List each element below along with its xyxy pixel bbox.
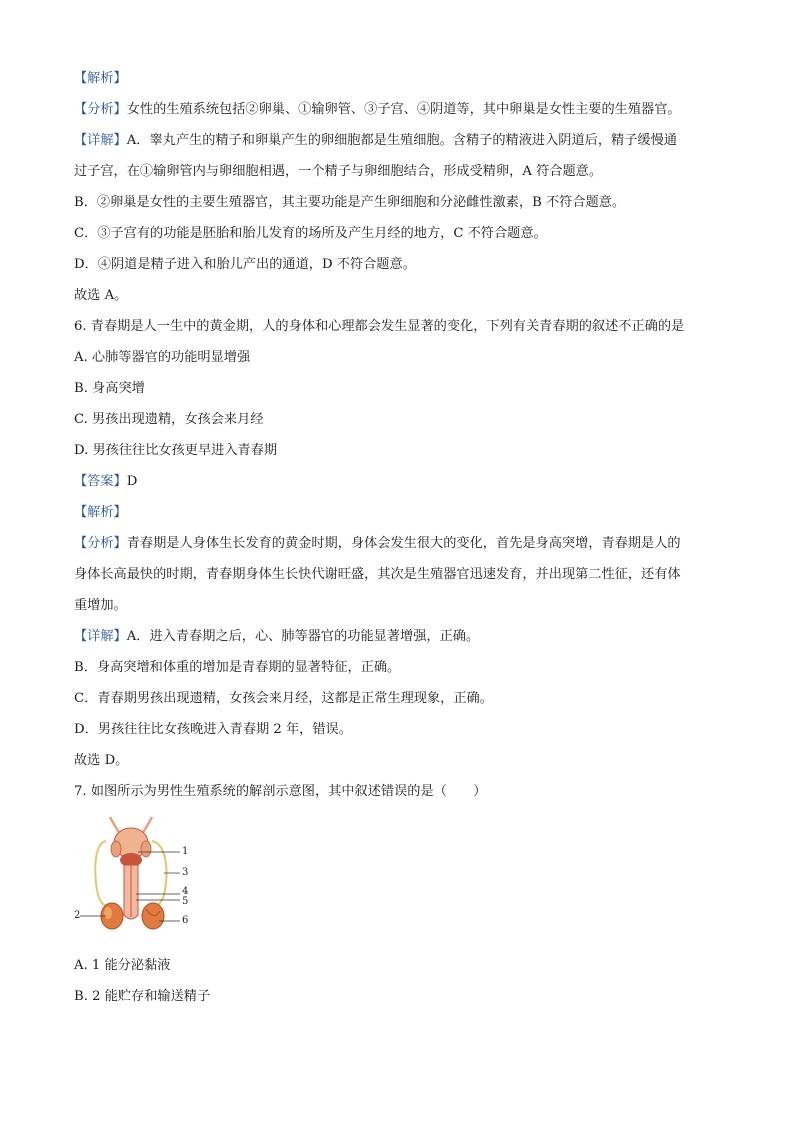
figure-label-5: 5 xyxy=(182,896,189,907)
figure-label-2: 2 xyxy=(74,910,81,921)
text-line: D．男孩往往比女孩晚进入青春期 2 年，错误。 xyxy=(74,722,352,737)
figure-label-6: 6 xyxy=(182,915,189,926)
option-d: D. 男孩往往比女孩更早进入青春期 xyxy=(74,443,278,458)
fenxi-tag: 【分析】 xyxy=(74,536,127,551)
analysis-heading: 【解析】 xyxy=(74,505,127,520)
option-a: A. 心肺等器官的功能明显增强 xyxy=(74,350,251,365)
diagram-drawing xyxy=(74,813,214,938)
text-line: B．身高突增和体重的增加是青春期的显著特征，正确。 xyxy=(74,660,401,675)
male-reproductive-diagram xyxy=(74,813,214,938)
answer-tag: 【答案】 xyxy=(74,474,127,489)
text-line: 过子宫，在①输卵管内与卵细胞相遇，一个精子与卵细胞结合，形成受精卵，A 符合题意。 xyxy=(74,164,603,179)
fenxi-tag: 【分析】 xyxy=(74,102,127,117)
detail-line xyxy=(74,125,734,156)
xiangjie-tag: 【详解】 xyxy=(74,629,127,644)
analysis-line xyxy=(74,94,734,125)
conclusion-line: 故选 A。 xyxy=(74,288,128,303)
question-7: 7. 如图所示为男性生殖系统的解剖示意图，其中叙述错误的是（ ） xyxy=(74,784,487,799)
figure-label-4: 4 xyxy=(182,886,189,897)
answer-text: D xyxy=(126,474,138,489)
analysis-line xyxy=(74,528,734,559)
q7-option-b: B. 2 能贮存和输送精子 xyxy=(74,989,211,1004)
text-line: 身体长高最快的时期，青春期身体生长快代谢旺盛，其次是生殖器官迅速发育，并出现第二性征，还有体 xyxy=(74,567,681,582)
document-page xyxy=(74,63,734,1012)
q7-option-a: A. 1 能分泌黏液 xyxy=(74,958,171,973)
option-b: B. 身高突增 xyxy=(74,381,145,396)
xiangjie-text: A．睾丸产生的精子和卵巢产生的卵细胞都是生殖细胞。含精子的精液进入阴道后，精子缓慢通 xyxy=(126,133,677,148)
xiangjie-text: A．进入青春期之后，心、肺等器官的功能显著增强，正确。 xyxy=(126,629,480,644)
fenxi-text: 青春期是人身体生长发育的黄金时期，身体会发生很大的变化，首先是身高突增，青春期是人的 xyxy=(126,536,681,551)
figure-label-1: 1 xyxy=(182,846,189,857)
text-line: 重增加。 xyxy=(74,598,127,613)
conclusion-line: 故选 D。 xyxy=(74,753,129,768)
option-c: C. 男孩出现遗精，女孩会来月经 xyxy=(74,412,264,427)
xiangjie-tag: 【详解】 xyxy=(74,133,127,148)
text-line: C．青春期男孩出现遗精，女孩会来月经，这都是正常生理现象，正确。 xyxy=(74,691,493,706)
analysis-heading: 【解析】 xyxy=(74,71,127,86)
answer-line xyxy=(74,466,734,497)
fenxi-text: 女性的生殖系统包括②卵巢、①输卵管、③子宫、④阴道等，其中卵巢是女性主要的生殖器官。 xyxy=(126,102,681,117)
text-line: C．③子宫有的功能是胚胎和胎儿发育的场所及产生月经的地方，C 不符合题意。 xyxy=(74,226,547,241)
figure-label-3: 3 xyxy=(182,867,189,878)
text-line: D．④阴道是精子进入和胎儿产出的通道，D 不符合题意。 xyxy=(74,257,416,272)
text-line: B．②卵巢是女性的主要生殖器官，其主要功能是产生卵细胞和分泌雌性激素，B 不符合题意。 xyxy=(74,195,626,210)
question-6: 6. 青春期是人一生中的黄金期，人的身体和心理都会发生显著的变化，下列有关青春期的叙述不正确的是 xyxy=(74,319,685,334)
detail-line xyxy=(74,621,734,652)
